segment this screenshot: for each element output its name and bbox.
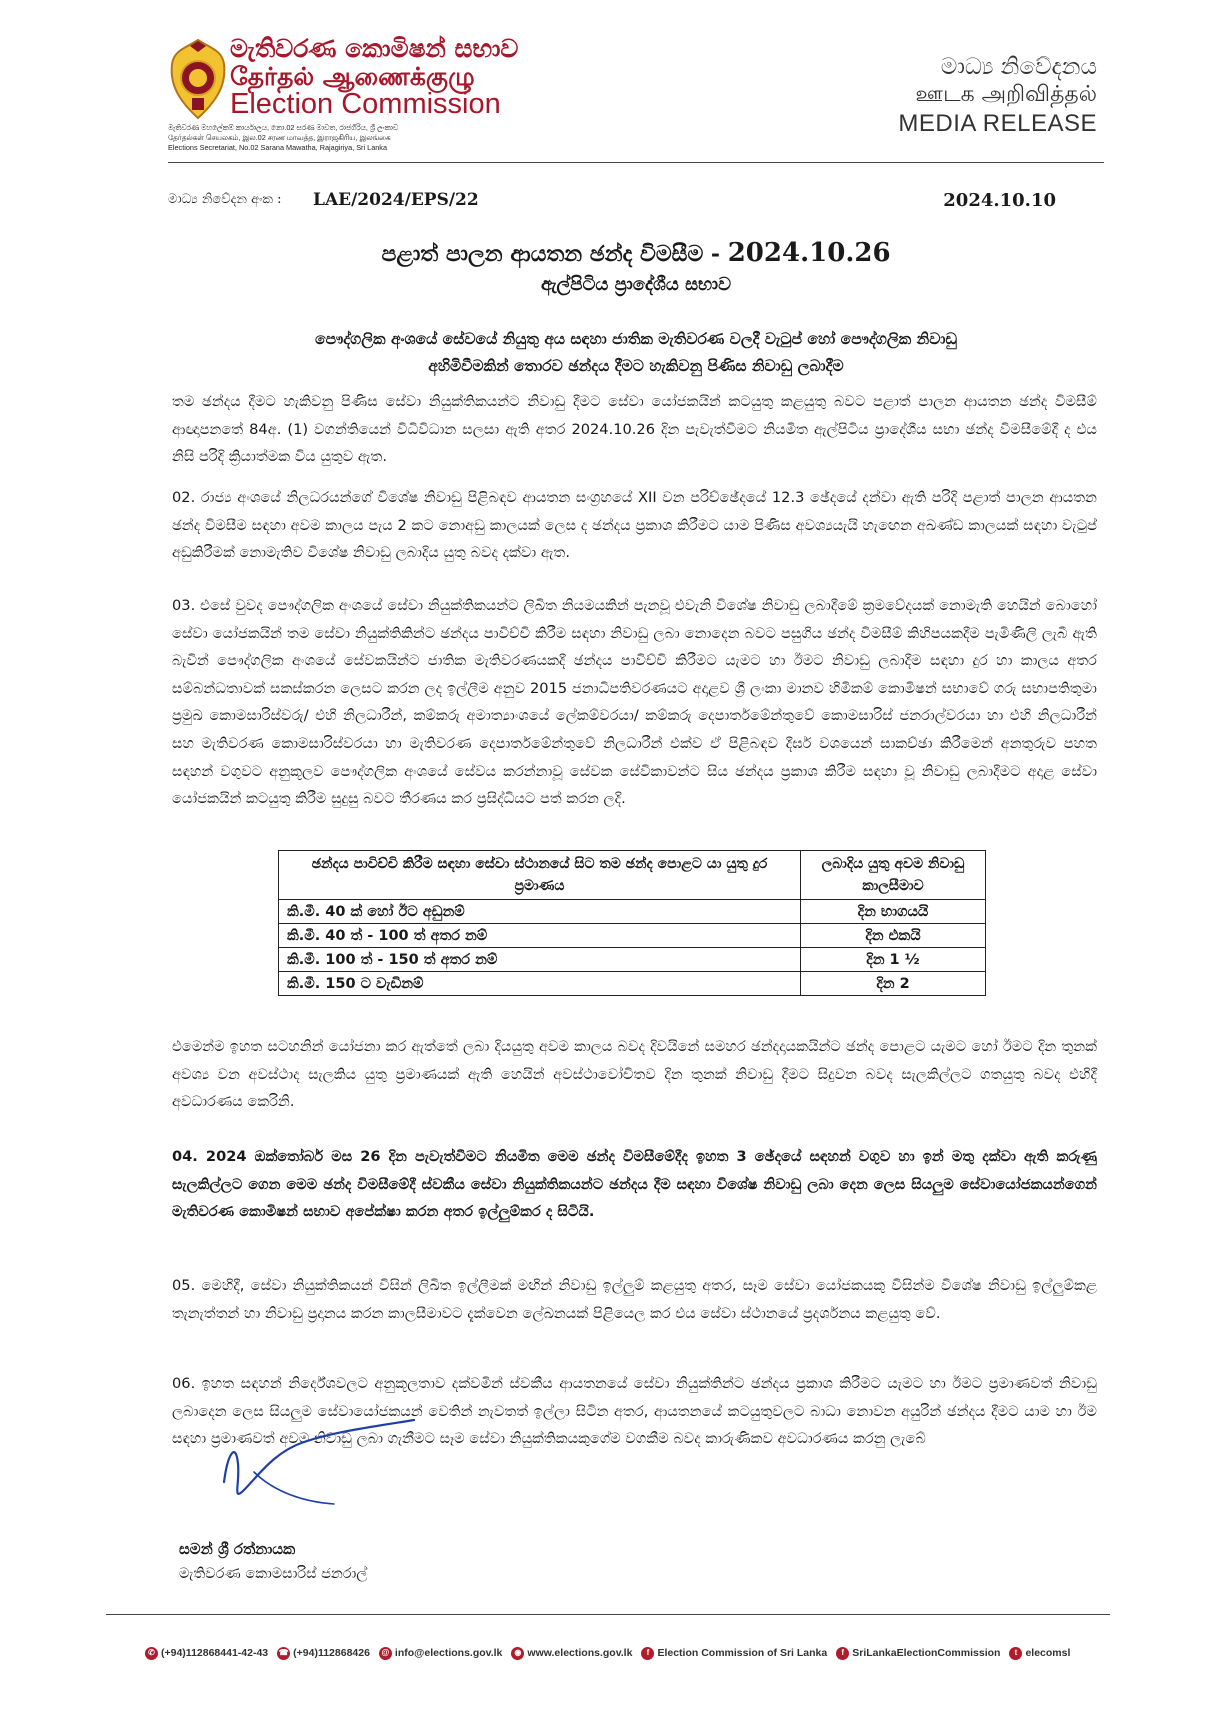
reference-row — [168, 190, 1104, 214]
table-header-leave: ලබාදිය යුතු අවම නිවාඩු කාලසීමාව — [801, 851, 986, 900]
document-title — [168, 238, 1104, 268]
org-name-sinhala: මැතිවරණ කොමිෂන් සභාව — [230, 34, 519, 63]
table-cell-leave: දින 1 ½ — [801, 948, 986, 972]
facebook-text-2: SriLankaElectionCommission — [852, 1647, 1001, 1659]
footer-email[interactable] — [379, 1647, 502, 1660]
paragraph-05: 05. මෙහිදී, සේවා නියුක්තිකයන් විසින් ලිඛිත ඉල්ලීමක් මඟින් නිවාඩු ඉල්ලුම් කළයුතු අතර, සෑම සේවා යෝජකයකු විසින්ම විශේෂ නිවාඩු ඉල්ලුම්කළ තැනැත්තන් හා නිවාඩු ප්‍රදානය කරන කාලසීමාවට දැක්වෙන ලේඛනයක් පිළියෙල කර එය සේවා ස්ථානයේ ප්‍රදර්ශනය කළයුතු වේ. — [172, 1277, 1097, 1322]
leave-distance-table — [278, 850, 986, 996]
subheading-line-2: අහිමිවීමකින් තොරව ඡන්දය දීමට හැකිවනු පිණිස නිවාඩු ලබාදීම — [428, 357, 844, 375]
org-name-tamil: தேர்தல் ஆணைக்குழு — [230, 62, 475, 91]
paragraph-03: 03. එසේ වුවද පෞද්ගලික අංශයේ සේවා නියුක්තිකයන්ට ලිඛිත නියමයකින් පැනවූ එවැනි විශේෂ නිවාඩු ලබාදීමේ ක්‍රමවේදයක් නොමැති හෙයින් බොහෝ සේවා යෝජකයින් තම සේවා නියුක්තිකින්ට ඡන්දය පාවිච්චි කිරීම සඳහා නිවාඩු ලබා නොදෙන බවට පසුගිය ඡන්ද විමසීම් කිහිපයකදීම පැමිණිලි ලැබී ඇති බැවින් පෞද්ගලික අංශයේ සේවකයින්ට ජාතික මැතිවරණයකදී ඡන්දය පාවිච්චි කිරීමට යැමට හා ඊමට නිවාඩු ලබාදීම සඳහා දුර හා කාලය අතර සම්බන්ධතාවක් සකස්කරන ලෙසට කරන ලද ඉල්ලීම අනුව 2015 ජනාධිපතිවරණයට අදාළව ශ්‍රී ලංකා මානව හිමිකම් කොමිෂන් සභාවේ ගරු සභාපතිතුමා ප්‍රමුඛ කොමසාරිස්වරු/ එහි නිලධාරීන්, කම්කරු අමාත්‍යාංශයේ ලේකම්වරයා/ කම්කරු දෙපාර්තමේන්තුවේ කොමසාරිස් ජනරාල්වරයා හා එහි නිලධාරීන් සහ මැතිවරණ කොමසාරිස්වරයා හා මැතිවරණ දෙපාර්තමේන්තුවේ නිලධාරීන් එක්ව ඒ පිළිබඳව දීර්ඝ වශයෙන් සාකච්ඡා කිරීමෙන් අනතුරුව පහත සඳහන් වගුවට අනුකූලව පෞද්ගලික අංශයේ සේවය කරන්නාවූ සේවක සේවිකාවන්ට සිය ඡන්දය ප්‍රකාශ කිරීම සඳහා වූ නිවාඩු ලබාදීමට අදාළ සේවා යෝජකයින් කටයුතු කිරීම සුදුසු බවට තීරණය කර ප්‍රසිද්ධියට පත් කරන ලදි. — [172, 597, 1097, 808]
address-english: Elections Secretariat, No.02 Sarana Mawatha, Rajagiriya, Sri Lanka — [168, 143, 388, 152]
fax-icon: ☎ — [277, 1647, 290, 1660]
signatory-title: මැතිවරණ කොමසාරිස් ජනරාල් — [179, 1566, 368, 1582]
email-text: info@elections.gov.lk — [394, 1647, 503, 1659]
media-release-sinhala: මාධ්‍ය නිවේදනය — [940, 54, 1097, 80]
document-subtitle: ඇල්පිටිය ප්‍රාදේශීය සභාව — [540, 274, 732, 295]
table-header-distance: ඡන්දය පාවිච්චි කිරීම සඳහා සේවා ස්ථානයේ සිට තම ඡන්ද පොළට යා යුතු දුර ප්‍රමාණය — [279, 851, 801, 900]
paragraph-02: 02. රාජ්‍ය අංශයේ නිලධරයන්ගේ විශේෂ නිවාඩු පිළිබඳව ආයතන සංග්‍රහයේ XII වන පරිච්ඡේදයේ 12.3 ඡේදයේ දන්වා ඇති පරිදි පළාත් පාලන ආයතන ඡන්ද විමසීම සඳහා අවම කාලය පැය 2 කට නොඅඩු කාලයක් ලෙස ද ඡන්දය ප්‍රකාශ කිරීමට යාම පිණිස අවශ්‍යයැයි හැඟෙන අඛණ්ඩ කාලයක් සඳහා වැටුප් අඩුකිරීමක් නොමැතිව විශේෂ නිවාඩු ලබාදිය යුතු බවද දක්වා ඇත. — [172, 489, 1097, 562]
twitter-icon: t — [1009, 1647, 1022, 1660]
footer-facebook[interactable] — [641, 1647, 827, 1660]
title-date: 2024.10.26 — [727, 238, 891, 268]
facebook-icon: f — [836, 1647, 849, 1660]
table-cell-distance: කි.මී. 100 ත් - 150 ත් අතර නම් — [279, 948, 801, 972]
table-row — [279, 972, 986, 996]
footer-phone[interactable] — [145, 1647, 268, 1660]
phone-text: (+94)112868441-42-43 — [161, 1647, 269, 1659]
facebook-icon: f — [641, 1647, 654, 1660]
media-release-english: MEDIA RELEASE — [898, 110, 1097, 137]
table-cell-leave: දින එකයි — [801, 924, 986, 948]
org-name-english: Election Commission — [230, 88, 501, 120]
email-icon: @ — [379, 1647, 392, 1660]
footer-facebook-2[interactable] — [836, 1647, 1000, 1660]
signature-icon — [214, 1412, 454, 1512]
paragraph-intro: තම ඡන්දය දීමට හැකිවනු පිණිස සේවා නියුක්තිකයන්ට නිවාඩු දීමට සේවා යෝජකයින් කටයුතු කළයුතු බවට පළාත් පාලන ආයතන ඡන්ද විමසීම් ආඥාපනතේ 84අ. (1) වගන්තියෙන් විධිවිධාන සලසා ඇති අතර 2024.10.26 දින පැවැත්වීමට නියමිත ඇල්පිටිය ප්‍රාදේශීය සභා ඡන්ද විමසීමේදී ද එය නිසි පරිදි ක්‍රියාත්මක විය යුතුව ඇත. — [172, 393, 1097, 466]
phone-icon: ✆ — [145, 1647, 158, 1660]
web-icon: ◉ — [511, 1647, 524, 1660]
table-cell-leave: දින 2 — [801, 972, 986, 996]
table-cell-distance: කි.මී. 150 ට වැඩිනම් — [279, 972, 801, 996]
table-row — [279, 900, 986, 924]
twitter-text: elecomsl — [1025, 1647, 1071, 1659]
header-divider — [168, 162, 1104, 163]
address-sinhala: මැතිවරණ මහලේකම් කාර්යාලය, නො.02 සරණ මාවත, රාජගිරිය, ශ්‍රී ලංකාව — [168, 123, 399, 132]
table-row — [279, 948, 986, 972]
table-row — [279, 924, 986, 948]
reference-label: මාධ්‍ය නිවේදන අංක : — [168, 192, 282, 207]
footer-web[interactable] — [511, 1647, 632, 1660]
reference-number: LAE/2024/EPS/22 — [313, 190, 479, 210]
fax-text: (+94)112868426 — [293, 1647, 370, 1659]
facebook-text: Election Commission of Sri Lanka — [657, 1647, 828, 1659]
table-cell-distance: කි.මී. 40 ක් හෝ ඊට අඩුනම් — [279, 900, 801, 924]
footer-divider — [106, 1614, 1110, 1615]
contact-footer — [145, 1642, 1105, 1664]
paragraph-04: 04. 2024 ඔක්තෝබර් මස 26 දින පැවැත්වීමට නියමිත මෙම ඡන්ද විමසීමේදීද ඉහත 3 ඡේදයේ සඳහන් වගුව හා ඉන් මතු දක්වා ඇති කරුණු සැලකිල්ලට ගෙන මෙම ඡන්ද විමසීමේදී ස්වකීය සේවා නියුක්තිකයන්ට ඡන්දය දීම සඳහා විශේෂ නිවාඩු ලබා දෙන ලෙස සියලුම සේවායෝජකයන්ගෙන් මැතිවරණ කොමිෂන් සභාව අපේක්ෂා කරන අතර ඉල්ලුම්කර ද සිටියි. — [172, 1148, 1097, 1221]
release-date: 2024.10.10 — [943, 190, 1056, 211]
table-cell-leave: දින භාගයයි — [801, 900, 986, 924]
election-commission-emblem-icon — [168, 38, 228, 122]
paragraph-06: 06. ඉහත සඳහන් නිර්දේශවලට අනුකූලතාව දක්වමින් ස්වකීය ආයතනයේ සේවා නියුක්තින්ට ඡන්දය ප්‍රකාශ කිරීමට යැමට හා ඊමට ප්‍රමාණවත් නිවාඩු ලබාදෙන ලෙස සියලුම සේවායෝජකයන් වෙතින් නැවතත් ඉල්ලා සිටින අතර, ආයතනයේ කටයුතුවලට බාධා නොවන අයුරින් ඡන්දය දීමට යාම හා ඊම සඳහා ප්‍රමාණවත් අවම නිවාඩු ලබා ගැනීමට සෑම සේවා නියුක්තිකයකුගේම වගකීම බවද කාරුණිකව අවධාරණය කරනු ලැබේ — [172, 1375, 1097, 1448]
subheading-line-1: පෞද්ගලික අංශයේ සේවයේ නියුතු අය සඳහා ජාතික මැතිවරණ වලදී වැටුප් හෝ පෞද්ගලික නිවාඩු — [315, 330, 957, 348]
media-release-tamil: ஊடக அறிவித்தல் — [915, 82, 1097, 107]
paragraph-emphasis: එමෙන්ම ඉහත සටහනින් යෝජනා කර ඇත්තේ ලබා දියයුතු අවම කාලය බවද දිවයිනේ සමහර ඡන්දදායකයින්ට ඡන්ද පොළට යැමට හෝ ඊමට දින තුනක් අවශ්‍ය වන අවස්ථාද සැලකිය යුතු ප්‍රමාණයක් ඇති හෙයින් අවස්ථාවෝචිතව දින තුනක් නිවාඩු දීමට සිදුවන බවද සැලකිල්ලට ගතයුතු බවද එහිදී අවධාරණය කෙරිනි. — [172, 1038, 1097, 1111]
table-header-row — [279, 851, 986, 900]
address-tamil: தேர்தல்கள் செயலகம், இல.02 சரண மாவத்த, இராஜகிரிய, இலங்கை — [168, 133, 391, 142]
title-text: පළාත් පාලන ආයතන ඡන්ද විමසීම - — [381, 241, 728, 267]
table-cell-distance: කි.මී. 40 ත් - 100 ත් අතර නම් — [279, 924, 801, 948]
web-text: www.elections.gov.lk — [527, 1647, 633, 1659]
signatory-name: සමන් ශ්‍රී රත්නායක — [179, 1540, 296, 1558]
footer-twitter[interactable] — [1009, 1647, 1070, 1660]
footer-fax[interactable] — [277, 1647, 370, 1660]
